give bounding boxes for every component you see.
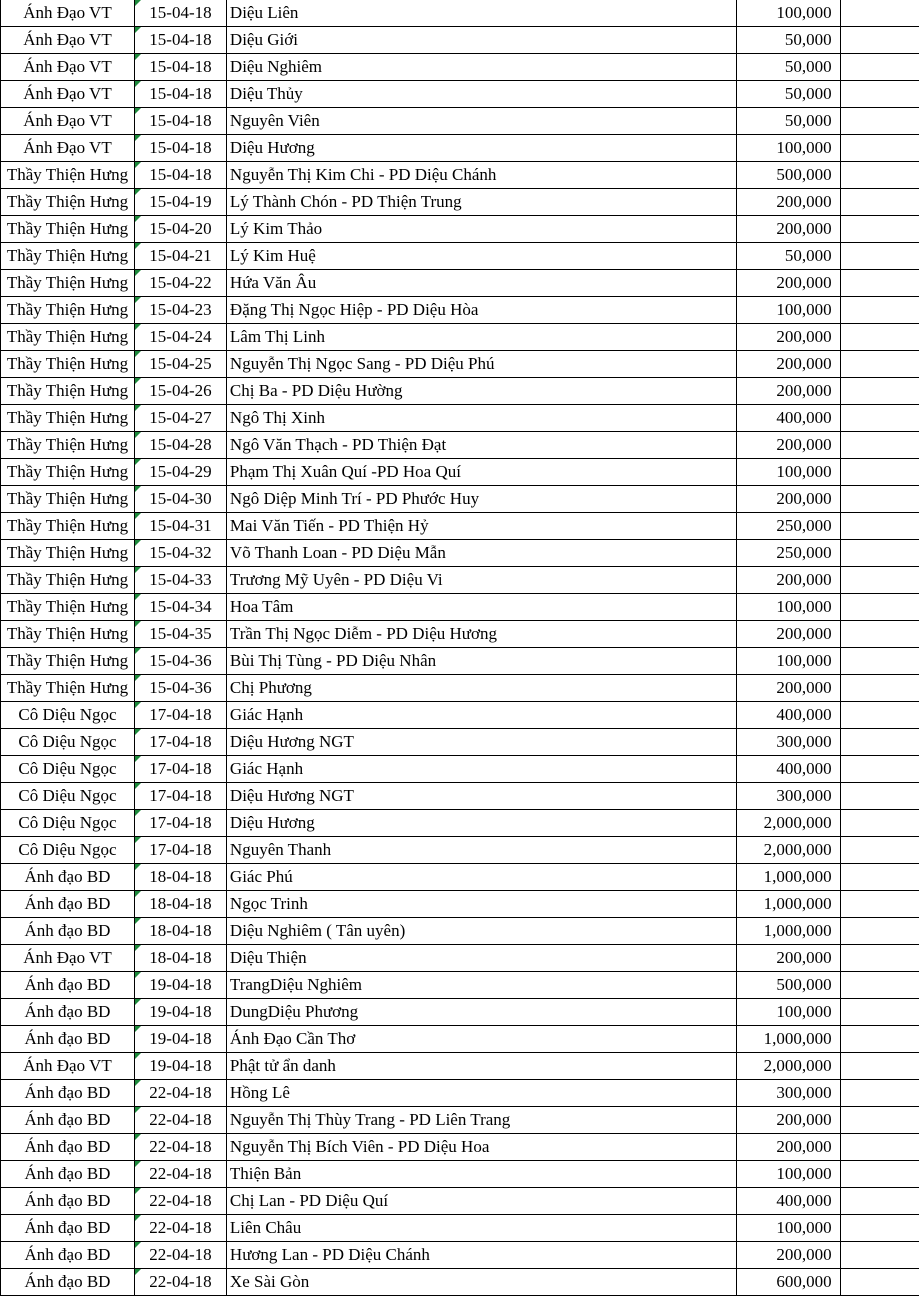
amount-cell[interactable]: 200,000 bbox=[736, 270, 840, 297]
empty-cell[interactable] bbox=[840, 486, 919, 513]
table-row bbox=[1, 1080, 919, 1107]
amount-cell[interactable]: 200,000 bbox=[736, 432, 840, 459]
amount-cell[interactable]: 100,000 bbox=[736, 297, 840, 324]
empty-cell[interactable] bbox=[840, 324, 919, 351]
date-cell[interactable]: 15-04-28 bbox=[134, 432, 226, 459]
donation-table-body bbox=[1, 0, 919, 1296]
date-cell[interactable]: 22-04-18 bbox=[134, 1242, 226, 1269]
donor-name-cell[interactable]: Nguyễn Thị Bích Viên - PD Diệu Hoa bbox=[226, 1134, 736, 1161]
amount-cell[interactable]: 1,000,000 bbox=[736, 864, 840, 891]
giver-cell[interactable]: Thầy Thiện Hưng bbox=[1, 513, 135, 540]
date-cell[interactable]: 18-04-18 bbox=[134, 945, 226, 972]
giver-cell[interactable]: Ánh Đạo VT bbox=[1, 1053, 135, 1080]
table-row bbox=[1, 567, 919, 594]
giver-cell[interactable]: Cô Diệu Ngọc bbox=[1, 810, 135, 837]
amount-cell[interactable]: 200,000 bbox=[736, 1242, 840, 1269]
amount-cell[interactable]: 2,000,000 bbox=[736, 837, 840, 864]
table-row bbox=[1, 27, 919, 54]
giver-cell[interactable]: Ánh đạo BD bbox=[1, 999, 135, 1026]
table-row bbox=[1, 594, 919, 621]
empty-cell[interactable] bbox=[840, 1215, 919, 1242]
amount-cell[interactable]: 400,000 bbox=[736, 1188, 840, 1215]
amount-cell[interactable]: 500,000 bbox=[736, 162, 840, 189]
table-row bbox=[1, 810, 919, 837]
amount-cell[interactable]: 1,000,000 bbox=[736, 918, 840, 945]
giver-cell[interactable]: Thầy Thiện Hưng bbox=[1, 270, 135, 297]
empty-cell[interactable] bbox=[840, 1080, 919, 1107]
table-row bbox=[1, 540, 919, 567]
date-cell[interactable]: 19-04-18 bbox=[134, 999, 226, 1026]
table-row bbox=[1, 918, 919, 945]
empty-cell[interactable] bbox=[840, 1134, 919, 1161]
empty-cell[interactable] bbox=[840, 891, 919, 918]
giver-cell[interactable]: Thầy Thiện Hưng bbox=[1, 243, 135, 270]
amount-cell[interactable]: 200,000 bbox=[736, 351, 840, 378]
donor-name-cell[interactable]: Ngô Diệp Minh Trí - PD Phước Huy bbox=[226, 486, 736, 513]
empty-cell[interactable] bbox=[840, 756, 919, 783]
empty-cell[interactable] bbox=[840, 81, 919, 108]
giver-cell[interactable]: Ánh đạo BD bbox=[1, 1269, 135, 1296]
table-row bbox=[1, 432, 919, 459]
donor-name-cell[interactable]: Hương Lan - PD Diệu Chánh bbox=[226, 1242, 736, 1269]
donor-name-cell[interactable]: Diệu Hương NGT bbox=[226, 729, 736, 756]
empty-cell[interactable] bbox=[840, 378, 919, 405]
date-cell[interactable]: 18-04-18 bbox=[134, 918, 226, 945]
giver-cell[interactable]: Ánh đạo BD bbox=[1, 1188, 135, 1215]
date-cell[interactable]: 15-04-18 bbox=[134, 54, 226, 81]
table-row bbox=[1, 972, 919, 999]
date-cell[interactable]: 22-04-18 bbox=[134, 1215, 226, 1242]
amount-cell[interactable]: 100,000 bbox=[736, 1215, 840, 1242]
table-row bbox=[1, 675, 919, 702]
giver-cell[interactable]: Ánh đạo BD bbox=[1, 1134, 135, 1161]
empty-cell[interactable] bbox=[840, 243, 919, 270]
empty-cell[interactable] bbox=[840, 729, 919, 756]
amount-cell[interactable]: 100,000 bbox=[736, 1161, 840, 1188]
table-row bbox=[1, 945, 919, 972]
giver-cell[interactable]: Thầy Thiện Hưng bbox=[1, 540, 135, 567]
date-cell[interactable]: 17-04-18 bbox=[134, 810, 226, 837]
giver-cell[interactable]: Thầy Thiện Hưng bbox=[1, 405, 135, 432]
donor-name-cell[interactable]: Lý Kim Huệ bbox=[226, 243, 736, 270]
amount-cell[interactable]: 500,000 bbox=[736, 972, 840, 999]
empty-cell[interactable] bbox=[840, 810, 919, 837]
empty-cell[interactable] bbox=[840, 648, 919, 675]
date-cell[interactable]: 17-04-18 bbox=[134, 729, 226, 756]
amount-cell[interactable]: 50,000 bbox=[736, 243, 840, 270]
donor-name-cell[interactable]: Diệu Liên bbox=[226, 0, 736, 27]
date-cell[interactable]: 15-04-35 bbox=[134, 621, 226, 648]
donor-name-cell[interactable]: Lâm Thị Linh bbox=[226, 324, 736, 351]
amount-cell[interactable]: 100,000 bbox=[736, 459, 840, 486]
donor-name-cell[interactable]: Nguyễn Thị Kim Chi - PD Diệu Chánh bbox=[226, 162, 736, 189]
giver-cell[interactable]: Thầy Thiện Hưng bbox=[1, 459, 135, 486]
empty-cell[interactable] bbox=[840, 1026, 919, 1053]
empty-cell[interactable] bbox=[840, 1188, 919, 1215]
giver-cell[interactable]: Ánh đạo BD bbox=[1, 864, 135, 891]
date-cell[interactable]: 15-04-18 bbox=[134, 135, 226, 162]
date-cell[interactable]: 22-04-18 bbox=[134, 1107, 226, 1134]
donor-name-cell[interactable]: Bùi Thị Tùng - PD Diệu Nhân bbox=[226, 648, 736, 675]
date-cell[interactable]: 15-04-26 bbox=[134, 378, 226, 405]
amount-cell[interactable]: 600,000 bbox=[736, 1269, 840, 1296]
giver-cell[interactable]: Thầy Thiện Hưng bbox=[1, 432, 135, 459]
giver-cell[interactable]: Ánh đạo BD bbox=[1, 1242, 135, 1269]
amount-cell[interactable]: 200,000 bbox=[736, 216, 840, 243]
giver-cell[interactable]: Thầy Thiện Hưng bbox=[1, 675, 135, 702]
donor-name-cell[interactable]: Trần Thị Ngọc Diễm - PD Diệu Hương bbox=[226, 621, 736, 648]
date-cell[interactable]: 15-04-18 bbox=[134, 108, 226, 135]
empty-cell[interactable] bbox=[840, 216, 919, 243]
amount-cell[interactable]: 1,000,000 bbox=[736, 1026, 840, 1053]
empty-cell[interactable] bbox=[840, 432, 919, 459]
giver-cell[interactable]: Thầy Thiện Hưng bbox=[1, 378, 135, 405]
donor-name-cell[interactable]: Võ Thanh Loan - PD Diệu Mẫn bbox=[226, 540, 736, 567]
giver-cell[interactable]: Thầy Thiện Hưng bbox=[1, 648, 135, 675]
date-cell[interactable]: 15-04-33 bbox=[134, 567, 226, 594]
table-row bbox=[1, 0, 919, 27]
table-row bbox=[1, 486, 919, 513]
amount-cell[interactable]: 200,000 bbox=[736, 675, 840, 702]
empty-cell[interactable] bbox=[840, 162, 919, 189]
empty-cell[interactable] bbox=[840, 837, 919, 864]
donor-name-cell[interactable]: Thiện Bản bbox=[226, 1161, 736, 1188]
date-cell[interactable]: 22-04-18 bbox=[134, 1269, 226, 1296]
giver-cell[interactable]: Cô Diệu Ngọc bbox=[1, 837, 135, 864]
giver-cell[interactable]: Ánh đạo BD bbox=[1, 1215, 135, 1242]
empty-cell[interactable] bbox=[840, 1053, 919, 1080]
giver-cell[interactable]: Thầy Thiện Hưng bbox=[1, 567, 135, 594]
date-cell[interactable]: 15-04-23 bbox=[134, 297, 226, 324]
giver-cell[interactable]: Ánh đạo BD bbox=[1, 1107, 135, 1134]
donor-name-cell[interactable]: Giác Phú bbox=[226, 864, 736, 891]
amount-cell[interactable]: 200,000 bbox=[736, 1107, 840, 1134]
table-row bbox=[1, 1053, 919, 1080]
giver-cell[interactable]: Ánh Đạo VT bbox=[1, 81, 135, 108]
date-cell[interactable]: 15-04-22 bbox=[134, 270, 226, 297]
date-cell[interactable]: 15-04-31 bbox=[134, 513, 226, 540]
empty-cell[interactable] bbox=[840, 945, 919, 972]
donor-name-cell[interactable]: Diệu Giới bbox=[226, 27, 736, 54]
donor-name-cell[interactable]: Phạm Thị Xuân Quí -PD Hoa Quí bbox=[226, 459, 736, 486]
donor-name-cell[interactable]: Liên Châu bbox=[226, 1215, 736, 1242]
donor-name-cell[interactable]: Chị Phương bbox=[226, 675, 736, 702]
donor-name-cell[interactable]: Diệu Thiện bbox=[226, 945, 736, 972]
giver-cell[interactable]: Thầy Thiện Hưng bbox=[1, 486, 135, 513]
empty-cell[interactable] bbox=[840, 270, 919, 297]
table-row bbox=[1, 891, 919, 918]
table-row bbox=[1, 1161, 919, 1188]
date-cell[interactable]: 17-04-18 bbox=[134, 837, 226, 864]
amount-cell[interactable]: 200,000 bbox=[736, 567, 840, 594]
empty-cell[interactable] bbox=[840, 135, 919, 162]
table-row bbox=[1, 702, 919, 729]
donor-name-cell[interactable]: Diệu Hương NGT bbox=[226, 783, 736, 810]
table-row bbox=[1, 1026, 919, 1053]
donor-name-cell[interactable]: Nguyễn Thị Ngọc Sang - PD Diệu Phú bbox=[226, 351, 736, 378]
donor-name-cell[interactable]: Ngô Văn Thạch - PD Thiện Đạt bbox=[226, 432, 736, 459]
date-cell[interactable]: 15-04-20 bbox=[134, 216, 226, 243]
date-cell[interactable]: 15-04-18 bbox=[134, 81, 226, 108]
empty-cell[interactable] bbox=[840, 0, 919, 27]
donor-name-cell[interactable]: Nguyên Viên bbox=[226, 108, 736, 135]
donor-name-cell[interactable]: Phật tử ẩn danh bbox=[226, 1053, 736, 1080]
empty-cell[interactable] bbox=[840, 54, 919, 81]
giver-cell[interactable]: Ánh Đạo VT bbox=[1, 945, 135, 972]
giver-cell[interactable]: Ánh đạo BD bbox=[1, 1026, 135, 1053]
donor-name-cell[interactable]: TrangDiệu Nghiêm bbox=[226, 972, 736, 999]
amount-cell[interactable]: 200,000 bbox=[736, 189, 840, 216]
table-row bbox=[1, 513, 919, 540]
date-cell[interactable]: 15-04-25 bbox=[134, 351, 226, 378]
table-row bbox=[1, 1134, 919, 1161]
giver-cell[interactable]: Ánh đạo BD bbox=[1, 972, 135, 999]
date-cell[interactable]: 22-04-18 bbox=[134, 1080, 226, 1107]
date-cell[interactable]: 15-04-34 bbox=[134, 594, 226, 621]
empty-cell[interactable] bbox=[840, 918, 919, 945]
date-cell[interactable]: 15-04-36 bbox=[134, 648, 226, 675]
date-cell[interactable]: 19-04-18 bbox=[134, 1026, 226, 1053]
table-row bbox=[1, 81, 919, 108]
table-row bbox=[1, 459, 919, 486]
empty-cell[interactable] bbox=[840, 459, 919, 486]
giver-cell[interactable]: Cô Diệu Ngọc bbox=[1, 702, 135, 729]
amount-cell[interactable]: 100,000 bbox=[736, 648, 840, 675]
date-cell[interactable]: 17-04-18 bbox=[134, 756, 226, 783]
empty-cell[interactable] bbox=[840, 1161, 919, 1188]
giver-cell[interactable]: Thầy Thiện Hưng bbox=[1, 216, 135, 243]
donor-name-cell[interactable]: Chị Lan - PD Diệu Quí bbox=[226, 1188, 736, 1215]
empty-cell[interactable] bbox=[840, 567, 919, 594]
amount-cell[interactable]: 1,000,000 bbox=[736, 891, 840, 918]
table-row bbox=[1, 1188, 919, 1215]
donor-name-cell[interactable]: Diệu Thủy bbox=[226, 81, 736, 108]
amount-cell[interactable]: 200,000 bbox=[736, 1134, 840, 1161]
table-row bbox=[1, 999, 919, 1026]
date-cell[interactable]: 15-04-27 bbox=[134, 405, 226, 432]
table-row bbox=[1, 729, 919, 756]
donor-name-cell[interactable]: Diệu Hương bbox=[226, 810, 736, 837]
empty-cell[interactable] bbox=[840, 189, 919, 216]
table-row bbox=[1, 648, 919, 675]
donor-name-cell[interactable]: Nguyễn Thị Thùy Trang - PD Liên Trang bbox=[226, 1107, 736, 1134]
giver-cell[interactable]: Ánh Đạo VT bbox=[1, 108, 135, 135]
date-cell[interactable]: 15-04-18 bbox=[134, 162, 226, 189]
donor-name-cell[interactable]: Diệu Nghiêm ( Tân uyên) bbox=[226, 918, 736, 945]
donor-name-cell[interactable]: Giác Hạnh bbox=[226, 756, 736, 783]
donor-name-cell[interactable]: Ngọc Trinh bbox=[226, 891, 736, 918]
empty-cell[interactable] bbox=[840, 675, 919, 702]
amount-cell[interactable]: 200,000 bbox=[736, 324, 840, 351]
date-cell[interactable]: 15-04-24 bbox=[134, 324, 226, 351]
giver-cell[interactable]: Cô Diệu Ngọc bbox=[1, 756, 135, 783]
amount-cell[interactable]: 250,000 bbox=[736, 540, 840, 567]
amount-cell[interactable]: 100,000 bbox=[736, 999, 840, 1026]
giver-cell[interactable]: Thầy Thiện Hưng bbox=[1, 621, 135, 648]
amount-cell[interactable]: 300,000 bbox=[736, 1080, 840, 1107]
table-row bbox=[1, 270, 919, 297]
empty-cell[interactable] bbox=[840, 297, 919, 324]
date-cell[interactable]: 15-04-19 bbox=[134, 189, 226, 216]
date-cell[interactable]: 15-04-29 bbox=[134, 459, 226, 486]
table-row bbox=[1, 108, 919, 135]
empty-cell[interactable] bbox=[840, 540, 919, 567]
amount-cell[interactable]: 200,000 bbox=[736, 945, 840, 972]
date-cell[interactable]: 22-04-18 bbox=[134, 1134, 226, 1161]
donor-name-cell[interactable]: Lý Thành Chón - PD Thiện Trung bbox=[226, 189, 736, 216]
amount-cell[interactable]: 50,000 bbox=[736, 27, 840, 54]
giver-cell[interactable]: Thầy Thiện Hưng bbox=[1, 162, 135, 189]
date-cell[interactable]: 18-04-18 bbox=[134, 864, 226, 891]
donor-name-cell[interactable]: Đặng Thị Ngọc Hiệp - PD Diệu Hòa bbox=[226, 297, 736, 324]
table-row bbox=[1, 216, 919, 243]
table-row bbox=[1, 405, 919, 432]
date-cell[interactable]: 15-04-36 bbox=[134, 675, 226, 702]
table-row bbox=[1, 189, 919, 216]
giver-cell[interactable]: Thầy Thiện Hưng bbox=[1, 324, 135, 351]
table-row bbox=[1, 297, 919, 324]
donor-name-cell[interactable]: Xe Sài Gòn bbox=[226, 1269, 736, 1296]
donor-name-cell[interactable]: Chị Ba - PD Diệu Hường bbox=[226, 378, 736, 405]
giver-cell[interactable]: Ánh Đạo VT bbox=[1, 27, 135, 54]
amount-cell[interactable]: 200,000 bbox=[736, 486, 840, 513]
empty-cell[interactable] bbox=[840, 783, 919, 810]
giver-cell[interactable]: Ánh Đạo VT bbox=[1, 135, 135, 162]
donor-name-cell[interactable]: Diệu Nghiêm bbox=[226, 54, 736, 81]
date-cell[interactable]: 15-04-21 bbox=[134, 243, 226, 270]
amount-cell[interactable]: 50,000 bbox=[736, 108, 840, 135]
amount-cell[interactable]: 200,000 bbox=[736, 378, 840, 405]
date-cell[interactable]: 15-04-18 bbox=[134, 0, 226, 27]
table-row bbox=[1, 1215, 919, 1242]
date-cell[interactable]: 15-04-18 bbox=[134, 27, 226, 54]
empty-cell[interactable] bbox=[840, 513, 919, 540]
donor-name-cell[interactable]: Hoa Tâm bbox=[226, 594, 736, 621]
donor-name-cell[interactable]: Ánh Đạo Cần Thơ bbox=[226, 1026, 736, 1053]
giver-cell[interactable]: Cô Diệu Ngọc bbox=[1, 783, 135, 810]
donor-name-cell[interactable]: Mai Văn Tiến - PD Thiện Hỷ bbox=[226, 513, 736, 540]
amount-cell[interactable]: 200,000 bbox=[736, 621, 840, 648]
table-row bbox=[1, 135, 919, 162]
empty-cell[interactable] bbox=[840, 999, 919, 1026]
amount-cell[interactable]: 100,000 bbox=[736, 135, 840, 162]
table-row bbox=[1, 621, 919, 648]
donor-name-cell[interactable]: Hứa Văn Âu bbox=[226, 270, 736, 297]
donor-name-cell[interactable]: DungDiệu Phương bbox=[226, 999, 736, 1026]
giver-cell[interactable]: Cô Diệu Ngọc bbox=[1, 729, 135, 756]
amount-cell[interactable]: 300,000 bbox=[736, 783, 840, 810]
empty-cell[interactable] bbox=[840, 864, 919, 891]
donor-name-cell[interactable]: Giác Hạnh bbox=[226, 702, 736, 729]
donor-name-cell[interactable]: Ngô Thị Xinh bbox=[226, 405, 736, 432]
date-cell[interactable]: 15-04-30 bbox=[134, 486, 226, 513]
table-row bbox=[1, 864, 919, 891]
empty-cell[interactable] bbox=[840, 1107, 919, 1134]
table-row bbox=[1, 324, 919, 351]
giver-cell[interactable]: Ánh Đạo VT bbox=[1, 0, 135, 27]
amount-cell[interactable]: 400,000 bbox=[736, 405, 840, 432]
empty-cell[interactable] bbox=[840, 108, 919, 135]
empty-cell[interactable] bbox=[840, 27, 919, 54]
empty-cell[interactable] bbox=[840, 351, 919, 378]
table-row bbox=[1, 756, 919, 783]
empty-cell[interactable] bbox=[840, 1242, 919, 1269]
date-cell[interactable]: 19-04-18 bbox=[134, 1053, 226, 1080]
table-row bbox=[1, 837, 919, 864]
table-row bbox=[1, 1269, 919, 1296]
empty-cell[interactable] bbox=[840, 594, 919, 621]
amount-cell[interactable]: 250,000 bbox=[736, 513, 840, 540]
giver-cell[interactable]: Ánh đạo BD bbox=[1, 1161, 135, 1188]
amount-cell[interactable]: 400,000 bbox=[736, 756, 840, 783]
giver-cell[interactable]: Ánh đạo BD bbox=[1, 1080, 135, 1107]
giver-cell[interactable]: Thầy Thiện Hưng bbox=[1, 351, 135, 378]
amount-cell[interactable]: 50,000 bbox=[736, 81, 840, 108]
table-row bbox=[1, 54, 919, 81]
donor-name-cell[interactable]: Trương Mỹ Uyên - PD Diệu Vi bbox=[226, 567, 736, 594]
donor-name-cell[interactable]: Nguyên Thanh bbox=[226, 837, 736, 864]
table-row bbox=[1, 378, 919, 405]
giver-cell[interactable]: Thầy Thiện Hưng bbox=[1, 189, 135, 216]
table-row bbox=[1, 243, 919, 270]
amount-cell[interactable]: 100,000 bbox=[736, 0, 840, 27]
date-cell[interactable]: 17-04-18 bbox=[134, 783, 226, 810]
date-cell[interactable]: 22-04-18 bbox=[134, 1188, 226, 1215]
giver-cell[interactable]: Ánh Đạo VT bbox=[1, 54, 135, 81]
amount-cell[interactable]: 100,000 bbox=[736, 594, 840, 621]
giver-cell[interactable]: Ánh đạo BD bbox=[1, 918, 135, 945]
amount-cell[interactable]: 50,000 bbox=[736, 54, 840, 81]
empty-cell[interactable] bbox=[840, 621, 919, 648]
table-row bbox=[1, 351, 919, 378]
empty-cell[interactable] bbox=[840, 972, 919, 999]
giver-cell[interactable]: Ánh đạo BD bbox=[1, 891, 135, 918]
donor-name-cell[interactable]: Lý Kim Thảo bbox=[226, 216, 736, 243]
table-row bbox=[1, 162, 919, 189]
amount-cell[interactable]: 400,000 bbox=[736, 702, 840, 729]
empty-cell[interactable] bbox=[840, 702, 919, 729]
date-cell[interactable]: 18-04-18 bbox=[134, 891, 226, 918]
date-cell[interactable]: 17-04-18 bbox=[134, 702, 226, 729]
table-row bbox=[1, 1242, 919, 1269]
giver-cell[interactable]: Thầy Thiện Hưng bbox=[1, 594, 135, 621]
amount-cell[interactable]: 2,000,000 bbox=[736, 1053, 840, 1080]
date-cell[interactable]: 22-04-18 bbox=[134, 1161, 226, 1188]
table-row bbox=[1, 1107, 919, 1134]
amount-cell[interactable]: 300,000 bbox=[736, 729, 840, 756]
empty-cell[interactable] bbox=[840, 1269, 919, 1296]
date-cell[interactable]: 15-04-32 bbox=[134, 540, 226, 567]
donor-name-cell[interactable]: Hồng Lê bbox=[226, 1080, 736, 1107]
empty-cell[interactable] bbox=[840, 405, 919, 432]
donor-name-cell[interactable]: Diệu Hương bbox=[226, 135, 736, 162]
table-row bbox=[1, 783, 919, 810]
amount-cell[interactable]: 2,000,000 bbox=[736, 810, 840, 837]
date-cell[interactable]: 19-04-18 bbox=[134, 972, 226, 999]
giver-cell[interactable]: Thầy Thiện Hưng bbox=[1, 297, 135, 324]
